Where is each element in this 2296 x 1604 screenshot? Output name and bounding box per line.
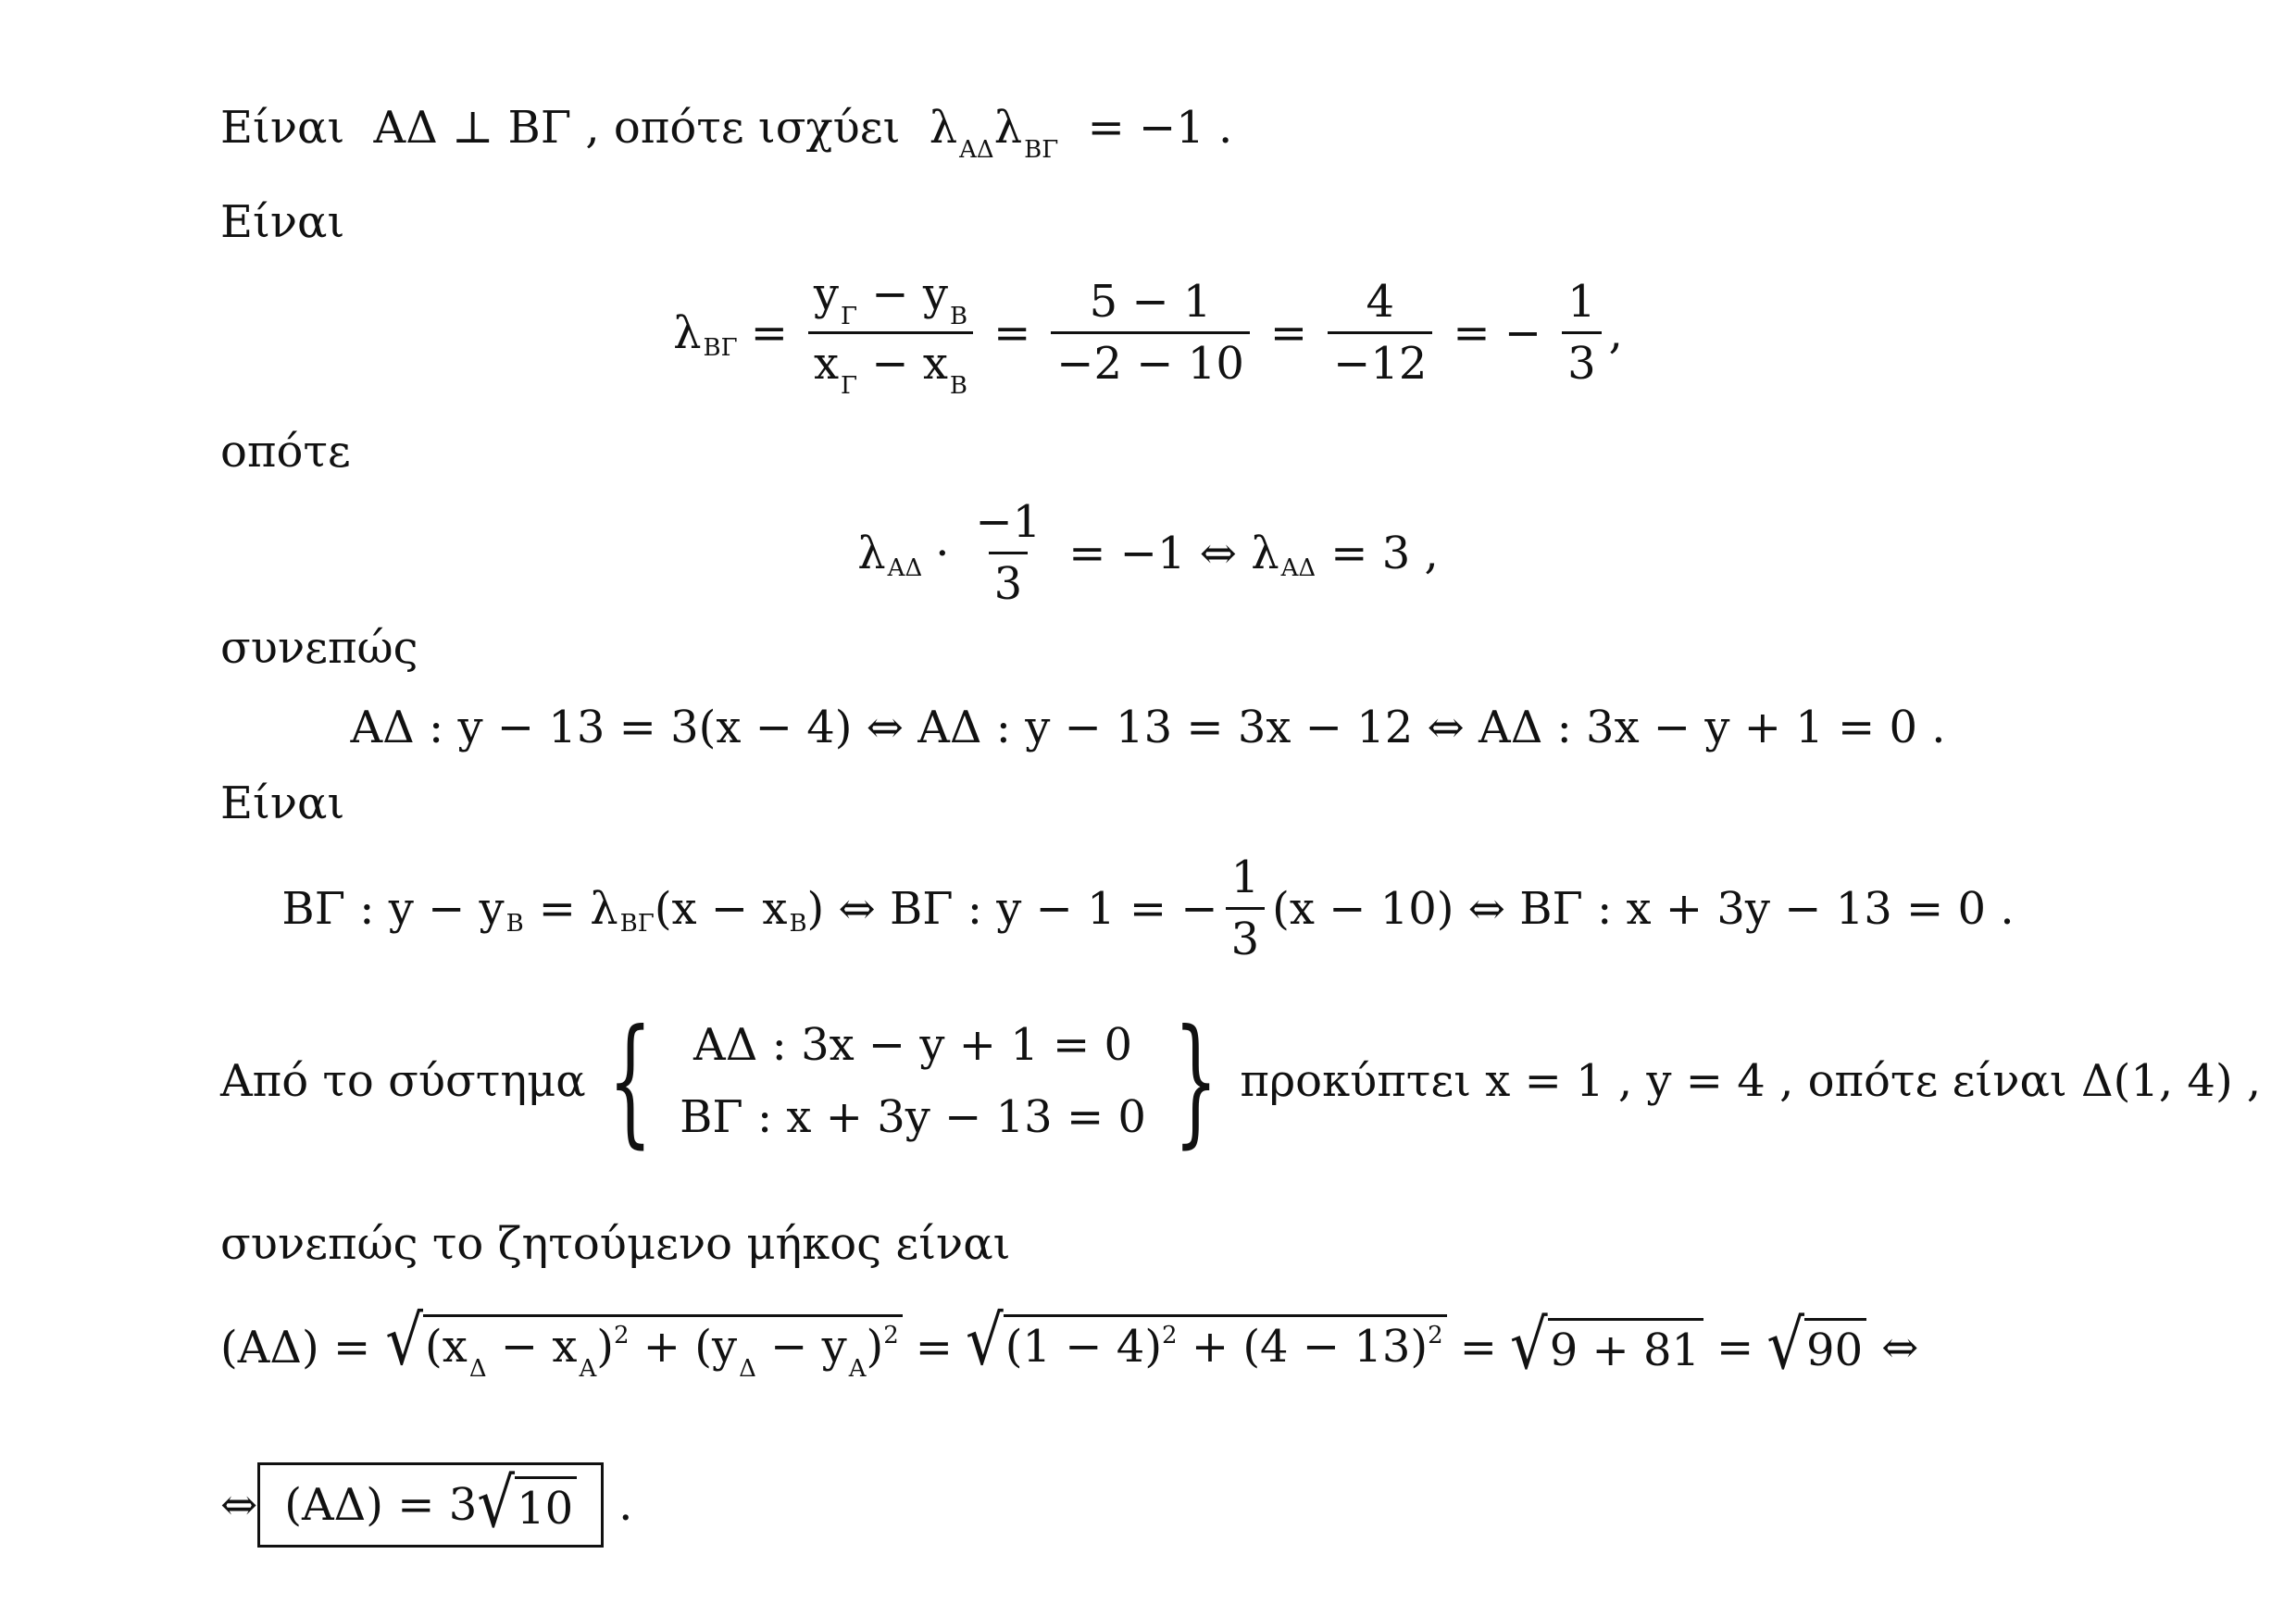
boxed-result: (ΑΔ) = 3 √ 10 (257, 1462, 604, 1548)
equation-final: ⇔ (ΑΔ) = 3 √ 10 . (220, 1462, 632, 1548)
sqrt-ten: √ 10 (477, 1476, 577, 1535)
text-einai-2-label: Είναι (220, 196, 345, 248)
system-eq-2: ΒΓ : x + 3y − 13 = 0 (680, 1091, 1146, 1143)
fraction-y-over-x: $\frac{y_\Gamma - y_B}{x_\Gamma - x_B}$ (808, 268, 973, 397)
text-system-result: προκύπτει x = 1 , y = 4 , οπότε είναι Δ(1, 4) , (1240, 1055, 2262, 1107)
lambda-ad: $\lambda_{A\Delta}$ (929, 102, 994, 164)
text-synepos-label: συνεπώς (220, 622, 418, 674)
text-einai: Είναι (220, 102, 345, 154)
line-system (220, 1001, 2262, 1162)
fraction-result: $\frac{1}{3}$ (1562, 276, 1602, 390)
right-brace: } (1173, 1001, 1218, 1162)
text-apo-to-systima: Από το σύστημα (220, 1055, 586, 1107)
fraction-numeric-2: $\frac{4}{-12}$ (1328, 276, 1432, 390)
line-perpendicular (220, 100, 1232, 163)
sqrt-distance-formula: √ $(x_\Delta - x_A)^2 + (y_\Delta - y_A)^2$ (385, 1314, 903, 1380)
segment-ad: ΑΔ (373, 102, 438, 154)
left-brace: { (607, 1001, 653, 1162)
perpendicular-symbol: ⊥ (452, 102, 494, 154)
text-opote-label: οπότε (220, 426, 351, 478)
sqrt-numeric: √ $(1 - 4)^2 + (4 - 13)^2$ (966, 1314, 1447, 1380)
text-zitoumeno-label: συνεπώς το ζητούμενο μήκος είναι (220, 1218, 1011, 1270)
equation-line-ad (0, 700, 2296, 755)
text-einai-3-label: Είναι (220, 777, 345, 829)
lambda-bg: $\lambda_{B\Gamma}$ (993, 102, 1059, 164)
equation-lambda-ad: λ ΑΔ · $\frac{-1}{3}$ = −1 ⇔ λ ΑΔ = 3 , (857, 496, 1439, 610)
equals-minus-one: = −1 . (1087, 102, 1233, 154)
text-opote (220, 424, 351, 479)
lambda-subscript: ΒΓ (703, 333, 738, 362)
equation-line-bg: ΒΓ : y − y Β = λ ΒΓ (x − x Β ) ⇔ ΒΓ : y − 1 = − $\frac{1}{3}$ (x − 10) ⇔ ΒΓ : x + 3y − 13 = 0 . (281, 852, 2015, 965)
fraction-minus-third: $\frac{-1}{3}$ (975, 496, 1042, 610)
system-eq-1: ΑΔ : 3x − y + 1 = 0 (693, 1019, 1133, 1071)
equation-length: (ΑΔ) = √ $(x_\Delta - x_A)^2 + (y_\Delta - y_A)^2$ = √ $(1 - 4)^2 + (4 - 13)^2$ = √ 9 + 81 = √ 90 ⇔ (220, 1301, 1919, 1386)
text-opote-isxyei: , οπότε ισχύει (585, 102, 901, 154)
fraction-numeric-1: $\frac{5 - 1}{-2 - 10}$ (1051, 276, 1250, 390)
equivalence-arrow: ⇔ (220, 1479, 258, 1531)
sqrt-sum: √ 9 + 81 (1510, 1318, 1703, 1376)
lambda-symbol: λ (673, 306, 702, 359)
fraction-one-third: $\frac{1}{3}$ (1226, 852, 1266, 965)
text-zitoumeno (220, 1216, 1010, 1272)
system-of-equations (680, 1009, 1146, 1153)
segment-bg: ΒΓ (507, 102, 572, 154)
equation-slope-bg: λ ΒΓ = $\frac{y_\Gamma - y_B}{x_\Gamma - x_B}$ = $\frac{5 - 1}{-2 - 10}$ = $\frac{4}{-12}$ = − $\frac{1}{3}$ , (673, 268, 1623, 400)
text-synepos (220, 620, 418, 676)
sqrt-ninety: √ 90 (1766, 1318, 1866, 1376)
equation-line-ad-text: ΑΔ : y − 13 = 3(x − 4) ⇔ ΑΔ : y − 13 = 3x − 12 ⇔ ΑΔ : 3x − y + 1 = 0 . (350, 702, 1946, 753)
text-einai-2 (220, 194, 344, 250)
text-einai-3 (220, 776, 344, 831)
